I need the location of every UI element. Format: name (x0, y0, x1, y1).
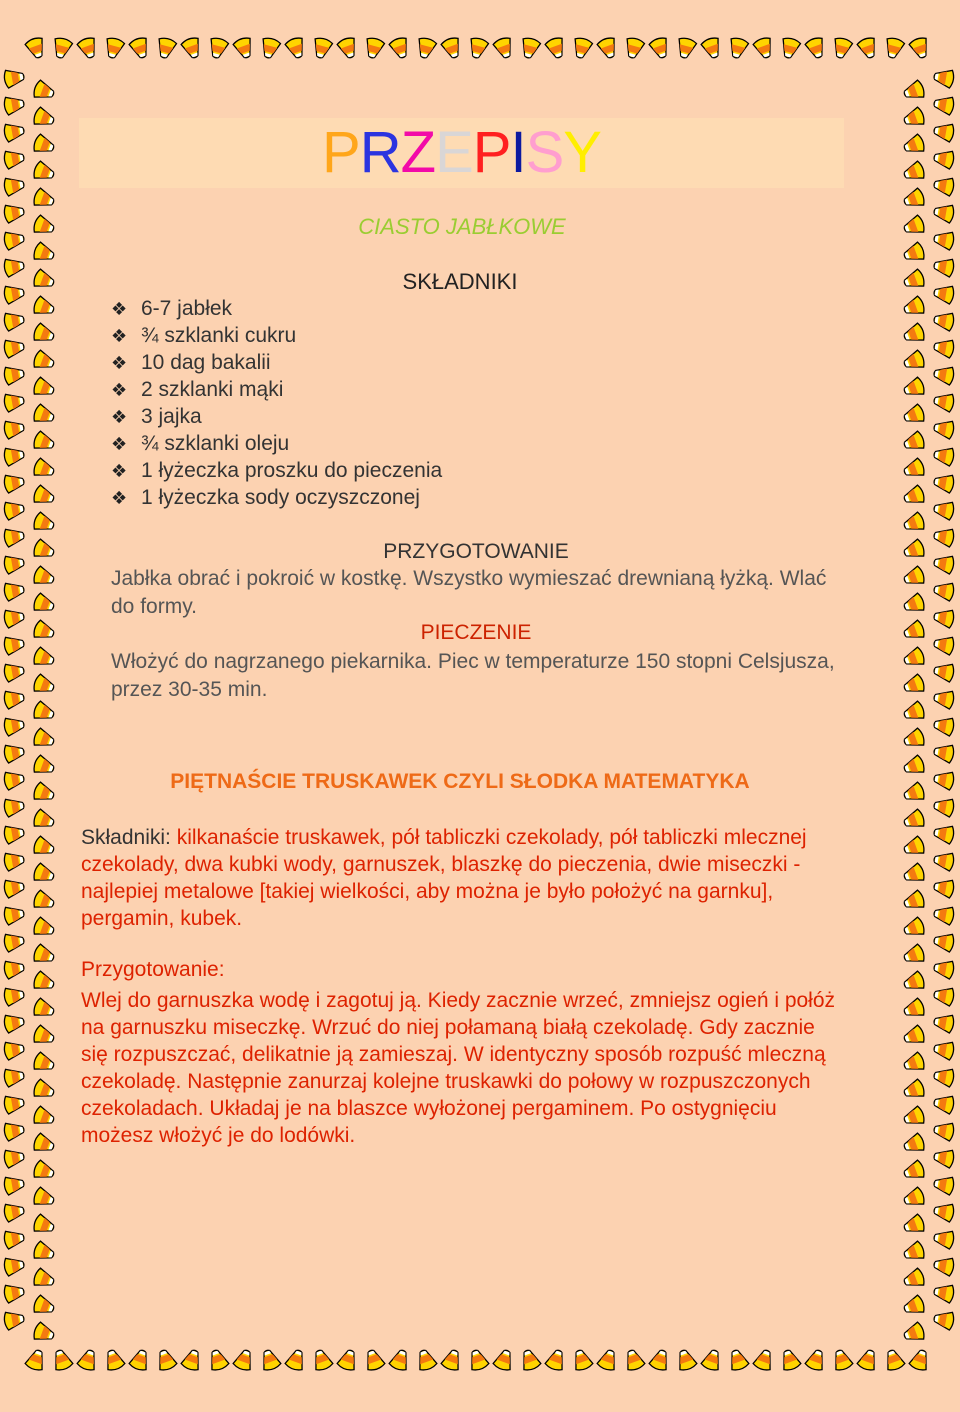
candy-corn-icon (933, 823, 955, 844)
candy-corn-icon (622, 1348, 646, 1372)
candy-corn-icon (32, 1294, 56, 1318)
candy-corn-icon (32, 457, 56, 481)
recipe2-ingredients (81, 824, 841, 932)
candy-corn-icon (933, 391, 955, 412)
candy-corn-icon (32, 970, 56, 994)
candy-corn-icon (32, 403, 56, 427)
candy-corn-icon (726, 1348, 750, 1372)
candy-corn-icon (3, 121, 25, 142)
candy-corn-icon (804, 36, 828, 60)
candy-corn-icon (3, 148, 25, 169)
candy-corn-icon (933, 256, 955, 277)
candy-corn-icon (902, 295, 926, 319)
candy-corn-icon (830, 1348, 854, 1372)
candy-corn-icon (778, 1348, 802, 1372)
candy-corn-icon (3, 364, 25, 385)
candy-corn-icon (933, 1066, 955, 1087)
ingredient-text: 3 jajka (141, 405, 202, 428)
candy-corn-icon (24, 1348, 48, 1372)
candy-corn-icon (933, 1174, 955, 1195)
candy-corn-icon (232, 36, 256, 60)
candy-corn-icon (933, 850, 955, 871)
candy-corn-icon (933, 1039, 955, 1060)
candy-corn-icon (3, 1039, 25, 1060)
candy-corn-icon (32, 1321, 56, 1345)
candy-corn-icon (902, 1132, 926, 1156)
bullet-icon: ❖ (111, 488, 128, 508)
ingredient-text: 10 dag bakalii (141, 351, 271, 374)
candy-corn-icon (492, 1348, 516, 1372)
candy-corn-icon (492, 36, 516, 60)
candy-corn-icon (3, 175, 25, 196)
candy-corn-icon (571, 36, 593, 59)
candy-corn-icon (32, 349, 56, 373)
candy-corn-icon (700, 36, 724, 60)
ingredient-item (111, 484, 442, 511)
candy-corn-icon (32, 889, 56, 913)
bullet-icon: ❖ (111, 326, 128, 346)
candy-corn-icon (3, 877, 25, 898)
candy-corn-icon (32, 1132, 56, 1156)
bullet-icon: ❖ (111, 353, 128, 373)
candy-corn-icon (3, 661, 25, 682)
candy-corn-icon (933, 67, 955, 88)
candy-corn-icon (32, 322, 56, 346)
candy-corn-icon (3, 796, 25, 817)
candy-corn-icon (32, 997, 56, 1021)
candy-corn-icon (32, 673, 56, 697)
recipe2-ingredients-text: kilkanaście truskawek, pół tabliczki czekolady, pół tabliczki mlecznej czekolady, dwa kubki wody, garnuszek, blaszkę do pieczenia, dwie miseczki - najlepiej metalowe [takiej wielkości, aby można je było położyć na garnku], pergamin, kubek. (81, 826, 807, 930)
candy-corn-icon (856, 1348, 880, 1372)
candy-corn-icon (32, 430, 56, 454)
candy-corn-icon (207, 36, 229, 59)
candy-corn-icon (902, 403, 926, 427)
candy-corn-icon (32, 1213, 56, 1237)
bullet-icon: ❖ (111, 380, 128, 400)
candy-corn-icon (32, 646, 56, 670)
candy-corn-icon (32, 862, 56, 886)
candy-corn-icon (544, 36, 568, 60)
recipe2-title: PIĘTNAŚCIE TRUSKAWEK CZYLI SŁODKA MATEMATYKA (170, 770, 750, 793)
candy-corn-icon (76, 36, 100, 60)
candy-corn-icon (902, 511, 926, 535)
candy-corn-icon (32, 295, 56, 319)
candy-corn-icon (32, 565, 56, 589)
candy-corn-icon (933, 121, 955, 142)
ingredients-list (111, 295, 442, 511)
candy-corn-icon (32, 835, 56, 859)
candy-corn-icon (32, 1078, 56, 1102)
title-banner (79, 118, 844, 188)
title-letter: Y (563, 120, 601, 185)
candy-corn-icon (902, 1186, 926, 1210)
candy-corn-icon (544, 1348, 568, 1372)
candy-corn-icon (933, 175, 955, 196)
preparation-text: Jabłka obrać i pokroić w kostkę. Wszystko wymieszać drewnianą łyżką. Wlać do formy. (111, 567, 827, 618)
candy-corn-icon (32, 133, 56, 157)
candy-corn-icon (902, 349, 926, 373)
candy-corn-icon (902, 1321, 926, 1345)
preparation-heading: PRZYGOTOWANIE (383, 540, 569, 563)
ingredient-item (111, 376, 442, 403)
candy-corn-icon (933, 1147, 955, 1168)
candy-corn-icon (76, 1348, 100, 1372)
candy-corn-icon (284, 1348, 308, 1372)
candy-corn-icon (51, 36, 73, 59)
candy-corn-icon (32, 727, 56, 751)
candy-corn-icon (908, 1348, 932, 1372)
candy-corn-icon (32, 484, 56, 508)
candy-corn-icon (933, 715, 955, 736)
ingredient-text: ¾ szklanki cukru (141, 324, 297, 347)
candy-corn-icon (3, 94, 25, 115)
candy-corn-icon (596, 36, 620, 60)
ingredient-item (111, 349, 442, 376)
bullet-icon: ❖ (111, 434, 128, 454)
candy-corn-icon (128, 36, 152, 60)
ingredient-text: 6-7 jabłek (141, 297, 233, 320)
candy-corn-icon (32, 106, 56, 130)
candy-corn-icon (363, 36, 385, 59)
ingredient-item (111, 322, 442, 349)
candy-corn-icon (310, 1348, 334, 1372)
title-letter: R (359, 120, 401, 185)
candy-corn-icon (3, 742, 25, 763)
candy-corn-icon (50, 1348, 74, 1372)
bullet-icon: ❖ (111, 461, 128, 481)
candy-corn-icon (933, 661, 955, 682)
candy-corn-icon (180, 36, 204, 60)
candy-corn-icon (674, 1348, 698, 1372)
candy-corn-icon (933, 931, 955, 952)
recipe2-ingredients-label: Składniki: (81, 826, 171, 849)
candy-corn-icon (902, 943, 926, 967)
candy-corn-icon (102, 1348, 126, 1372)
candy-corn-icon (902, 376, 926, 400)
candy-corn-icon (103, 36, 125, 59)
candy-corn-icon (883, 36, 905, 59)
candy-corn-icon (440, 36, 464, 60)
candy-corn-icon (3, 1174, 25, 1195)
candy-corn-icon (902, 1240, 926, 1264)
candy-corn-icon (32, 700, 56, 724)
candy-corn-icon (570, 1348, 594, 1372)
candy-corn-icon (3, 337, 25, 358)
candy-corn-icon (902, 79, 926, 103)
candy-corn-icon (902, 1105, 926, 1129)
candy-corn-icon (3, 580, 25, 601)
candy-corn-icon (596, 1348, 620, 1372)
candy-corn-icon (933, 202, 955, 223)
candy-corn-icon (3, 418, 25, 439)
candy-corn-icon (3, 1147, 25, 1168)
candy-corn-icon (3, 985, 25, 1006)
candy-corn-icon (3, 904, 25, 925)
candy-corn-icon (675, 36, 697, 59)
candy-corn-icon (32, 79, 56, 103)
candy-corn-icon (32, 1159, 56, 1183)
candy-corn-icon (32, 1105, 56, 1129)
candy-corn-icon (3, 688, 25, 709)
candy-corn-icon (155, 36, 177, 59)
candy-corn-icon (902, 187, 926, 211)
candy-corn-icon (700, 1348, 724, 1372)
page-title (322, 121, 601, 185)
candy-corn-icon (518, 1348, 542, 1372)
candy-corn-icon (902, 997, 926, 1021)
candy-corn-icon (933, 985, 955, 1006)
candy-corn-icon (623, 36, 645, 59)
candy-corn-icon (933, 1228, 955, 1249)
candy-corn-icon (933, 742, 955, 763)
candy-corn-icon (902, 1213, 926, 1237)
candy-corn-icon (32, 1240, 56, 1264)
candy-corn-icon (3, 823, 25, 844)
candy-corn-icon (32, 241, 56, 265)
candy-corn-icon (902, 673, 926, 697)
candy-corn-icon (902, 1078, 926, 1102)
candy-corn-icon (32, 1186, 56, 1210)
candy-corn-icon (933, 1282, 955, 1303)
candy-corn-icon (933, 148, 955, 169)
candy-corn-icon (3, 1228, 25, 1249)
candy-corn-icon (3, 1066, 25, 1087)
candy-corn-icon (902, 484, 926, 508)
candy-corn-icon (3, 931, 25, 952)
candy-corn-icon (902, 322, 926, 346)
candy-corn-icon (902, 1294, 926, 1318)
candy-corn-icon (752, 1348, 776, 1372)
candy-corn-icon (3, 1201, 25, 1222)
candy-corn-icon (3, 499, 25, 520)
candy-corn-icon (902, 565, 926, 589)
candy-corn-icon (933, 472, 955, 493)
candy-corn-icon (258, 1348, 282, 1372)
candy-corn-icon (414, 1348, 438, 1372)
candy-corn-icon (933, 337, 955, 358)
candy-corn-icon (3, 958, 25, 979)
candy-corn-icon (3, 1255, 25, 1276)
candy-corn-icon (902, 241, 926, 265)
candy-corn-icon (933, 94, 955, 115)
candy-corn-icon (466, 1348, 490, 1372)
candy-corn-icon (3, 1093, 25, 1114)
ingredient-text: 1 łyżeczka sody oczyszczonej (141, 486, 420, 509)
candy-corn-icon (902, 700, 926, 724)
candy-corn-icon (933, 229, 955, 250)
candy-corn-icon (3, 715, 25, 736)
ingredient-item (111, 430, 442, 457)
candy-corn-icon (32, 1267, 56, 1291)
candy-corn-icon (154, 1348, 178, 1372)
candy-corn-icon (933, 445, 955, 466)
candy-corn-icon (3, 472, 25, 493)
candy-corn-icon (3, 391, 25, 412)
candy-corn-icon (648, 36, 672, 60)
candy-corn-icon (933, 904, 955, 925)
candy-corn-icon (311, 36, 333, 59)
candy-corn-icon (284, 36, 308, 60)
candy-corn-icon (3, 850, 25, 871)
title-letter: P (472, 120, 511, 185)
recipe2-preparation-label: Przygotowanie: (81, 958, 225, 981)
candy-corn-icon (902, 1267, 926, 1291)
candy-corn-icon (32, 592, 56, 616)
candy-corn-icon (902, 106, 926, 130)
ingredient-item (111, 457, 442, 484)
candy-corn-icon (856, 36, 880, 60)
candy-corn-icon (902, 889, 926, 913)
candy-corn-icon (3, 1012, 25, 1033)
candy-corn-icon (32, 916, 56, 940)
candy-corn-icon (933, 418, 955, 439)
candy-corn-icon (180, 1348, 204, 1372)
candy-corn-icon (467, 36, 489, 59)
candy-corn-icon (3, 1120, 25, 1141)
candy-corn-icon (32, 808, 56, 832)
ingredients-heading: SKŁADNIKI (402, 269, 518, 294)
candy-corn-icon (933, 958, 955, 979)
candy-corn-icon (902, 916, 926, 940)
candy-corn-icon (902, 727, 926, 751)
candy-corn-icon (902, 133, 926, 157)
candy-corn-icon (648, 1348, 672, 1372)
ingredient-text: 1 łyżeczka proszku do pieczenia (141, 459, 443, 482)
candy-corn-icon (902, 862, 926, 886)
candy-corn-icon (32, 160, 56, 184)
ingredient-item (111, 403, 442, 430)
bullet-icon: ❖ (111, 299, 128, 319)
candy-corn-icon (32, 1024, 56, 1048)
candy-corn-icon (933, 877, 955, 898)
candy-corn-icon (902, 1024, 926, 1048)
candy-corn-icon (362, 1348, 386, 1372)
candy-corn-icon (902, 1051, 926, 1075)
candy-corn-icon (336, 36, 360, 60)
title-letter: S (525, 120, 564, 185)
candy-corn-icon (3, 1282, 25, 1303)
candy-corn-icon (32, 1051, 56, 1075)
candy-corn-icon (32, 376, 56, 400)
bullet-icon: ❖ (111, 407, 128, 427)
baking-heading: PIECZENIE (420, 621, 532, 644)
candy-corn-icon (933, 1201, 955, 1222)
candy-corn-icon (32, 943, 56, 967)
candy-corn-icon (933, 580, 955, 601)
candy-corn-icon (727, 36, 749, 59)
ingredient-text: 2 szklanki mąki (141, 378, 284, 401)
candy-corn-icon (902, 835, 926, 859)
baking-text: Włożyć do nagrzanego piekarnika. Piec w temperaturze 150 stopni Celsjusza, przez 30-35 min. (111, 650, 835, 701)
candy-corn-icon (908, 36, 932, 60)
candy-corn-icon (128, 1348, 152, 1372)
candy-corn-icon (24, 36, 48, 60)
candy-corn-icon (388, 1348, 412, 1372)
candy-corn-icon (32, 511, 56, 535)
recipe1-title: CIASTO JABŁKOWE (358, 214, 566, 239)
candy-corn-icon (388, 36, 412, 60)
title-letter: P (322, 120, 360, 185)
candy-corn-icon (440, 1348, 464, 1372)
candy-corn-icon (933, 310, 955, 331)
candy-corn-icon (32, 187, 56, 211)
candy-corn-icon (933, 499, 955, 520)
candy-corn-icon (3, 445, 25, 466)
candy-corn-icon (902, 430, 926, 454)
title-letter: E (435, 120, 473, 185)
candy-corn-icon (519, 36, 541, 59)
candy-corn-icon (933, 1255, 955, 1276)
ingredient-text: ¾ szklanki oleju (141, 432, 290, 455)
recipe2-preparation-text: Wlej do garnuszka wodę i zagotuj ją. Kiedy zacznie wrzeć, zmniejsz ogień i połóż na garnuszku miseczkę. Wrzuć do niej połamaną białą czekoladę. Gdy zacznie się rozpuszczać, delikatnie ją zamieszaj. W identyczny sposób rozpuść mleczną czekoladę. Następnie zanurzaj kolejne truskawki do połowy w rozpuszczonych czekoladach. Układaj je na blaszce wyłożonej pergaminem. Po ostygnięciu możesz włożyć je do lodówki. (81, 989, 836, 1147)
candy-corn-icon (336, 1348, 360, 1372)
candy-corn-icon (3, 310, 25, 331)
ingredient-item (111, 295, 442, 322)
candy-corn-icon (752, 36, 776, 60)
title-letter: I (510, 120, 526, 185)
candy-corn-icon (933, 796, 955, 817)
title-letter: Z (400, 120, 436, 185)
candy-corn-icon (779, 36, 801, 59)
candy-corn-icon (933, 1012, 955, 1033)
candy-corn-icon (902, 592, 926, 616)
candy-corn-icon (902, 1159, 926, 1183)
candy-corn-icon (933, 364, 955, 385)
candy-corn-icon (902, 646, 926, 670)
candy-corn-icon (933, 1309, 955, 1330)
candy-corn-icon (831, 36, 853, 59)
candy-corn-icon (902, 970, 926, 994)
candy-corn-icon (415, 36, 437, 59)
candy-corn-icon (933, 769, 955, 790)
candy-corn-icon (882, 1348, 906, 1372)
candy-corn-icon (933, 283, 955, 304)
candy-corn-icon (902, 457, 926, 481)
candy-corn-icon (259, 36, 281, 59)
candy-corn-icon (3, 67, 25, 88)
candy-corn-icon (804, 1348, 828, 1372)
candy-corn-icon (232, 1348, 256, 1372)
candy-corn-icon (933, 1093, 955, 1114)
candy-corn-icon (933, 1120, 955, 1141)
candy-corn-icon (902, 808, 926, 832)
candy-corn-icon (902, 160, 926, 184)
candy-corn-icon (206, 1348, 230, 1372)
candy-corn-icon (933, 688, 955, 709)
candy-corn-icon (3, 1309, 25, 1330)
